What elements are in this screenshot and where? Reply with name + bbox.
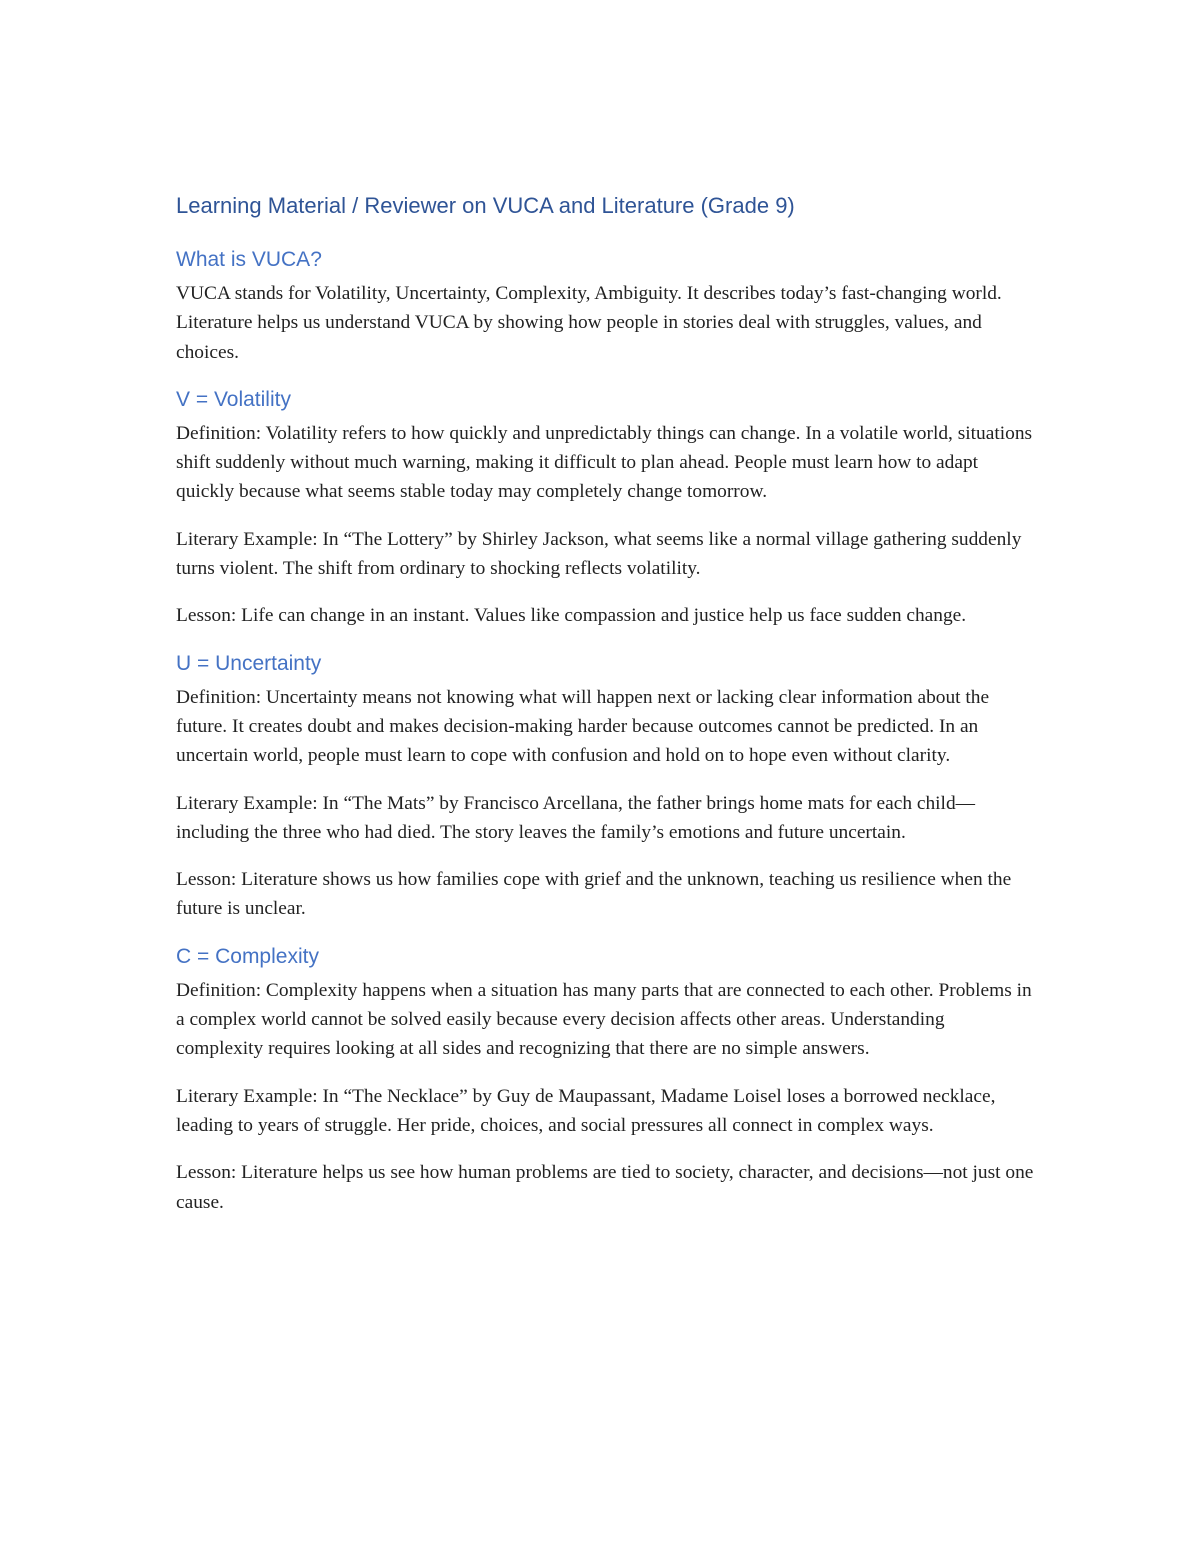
lesson-paragraph: Lesson: Literature helps us see how human problems are tied to society, character, and decisions—not just one cause.	[176, 1162, 1034, 1213]
lesson-paragraph: Lesson: Life can change in an instant. Values like compassion and justice help us face sudden change.	[176, 605, 967, 627]
document-body	[176, 190, 1036, 1235]
literary-example-paragraph: Literary Example: In “The Lottery” by Shirley Jackson, what seems like a normal village gathering suddenly turns violent. The shift from ordinary to shocking reflects volatility.	[176, 528, 1022, 580]
definition-paragraph: Definition: Volatility refers to how quickly and unpredictably things can change. In a volatile world, situations shift suddenly without much warning, making it difficult to plan ahead. People must learn how to adapt quickly because what seems stable today may completely change tomorrow.	[176, 422, 1033, 503]
definition-paragraph: Definition: Uncertainty means not knowing what will happen next or lacking clear information about the future. It creates doubt and makes decision-making harder because outcomes cannot be predicted. In an uncertain world, people must learn to cope with confusion and hold on to hope even without clarity.	[176, 686, 990, 767]
literary-example-paragraph: Literary Example: In “The Necklace” by Guy de Maupassant, Madame Loisel loses a borrowed necklace, leading to years of struggle. Her pride, choices, and social pressures all connect in complex ways.	[176, 1085, 996, 1136]
definition-paragraph: Definition: Complexity happens when a situation has many parts that are connected to each other. Problems in a complex world cannot be solved easily because every decision affects other areas. Understanding complexity requires looking at all sides and recognizing that there are no simple answers.	[176, 979, 1032, 1060]
section-heading: What is VUCA?	[176, 248, 322, 271]
lesson-paragraph: Lesson: Literature shows us how families cope with grief and the unknown, teaching us resilience when the future is unclear.	[176, 869, 1012, 920]
section-uncertainty	[176, 649, 1036, 924]
paragraph: VUCA stands for Volatility, Uncertainty, Complexity, Ambiguity. It describes today’s fast-changing world. Literature helps us understand VUCA by showing how people in stories deal with struggles, values, and choices.	[176, 283, 1002, 363]
section-what-is-vuca	[176, 245, 1036, 367]
section-heading: C = Complexity	[176, 944, 319, 968]
section-heading: U = Uncertainty	[176, 651, 322, 675]
document-title: Learning Material / Reviewer on VUCA and Literature (Grade 9)	[176, 193, 795, 218]
section-heading: V = Volatility	[176, 387, 291, 411]
section-volatility	[176, 385, 1036, 631]
literary-example-paragraph: Literary Example: In “The Mats” by Francisco Arcellana, the father brings home mats for each child— including the three who had died. The story leaves the family’s emotions and future uncertain.	[176, 792, 976, 843]
section-complexity	[176, 942, 1036, 1217]
